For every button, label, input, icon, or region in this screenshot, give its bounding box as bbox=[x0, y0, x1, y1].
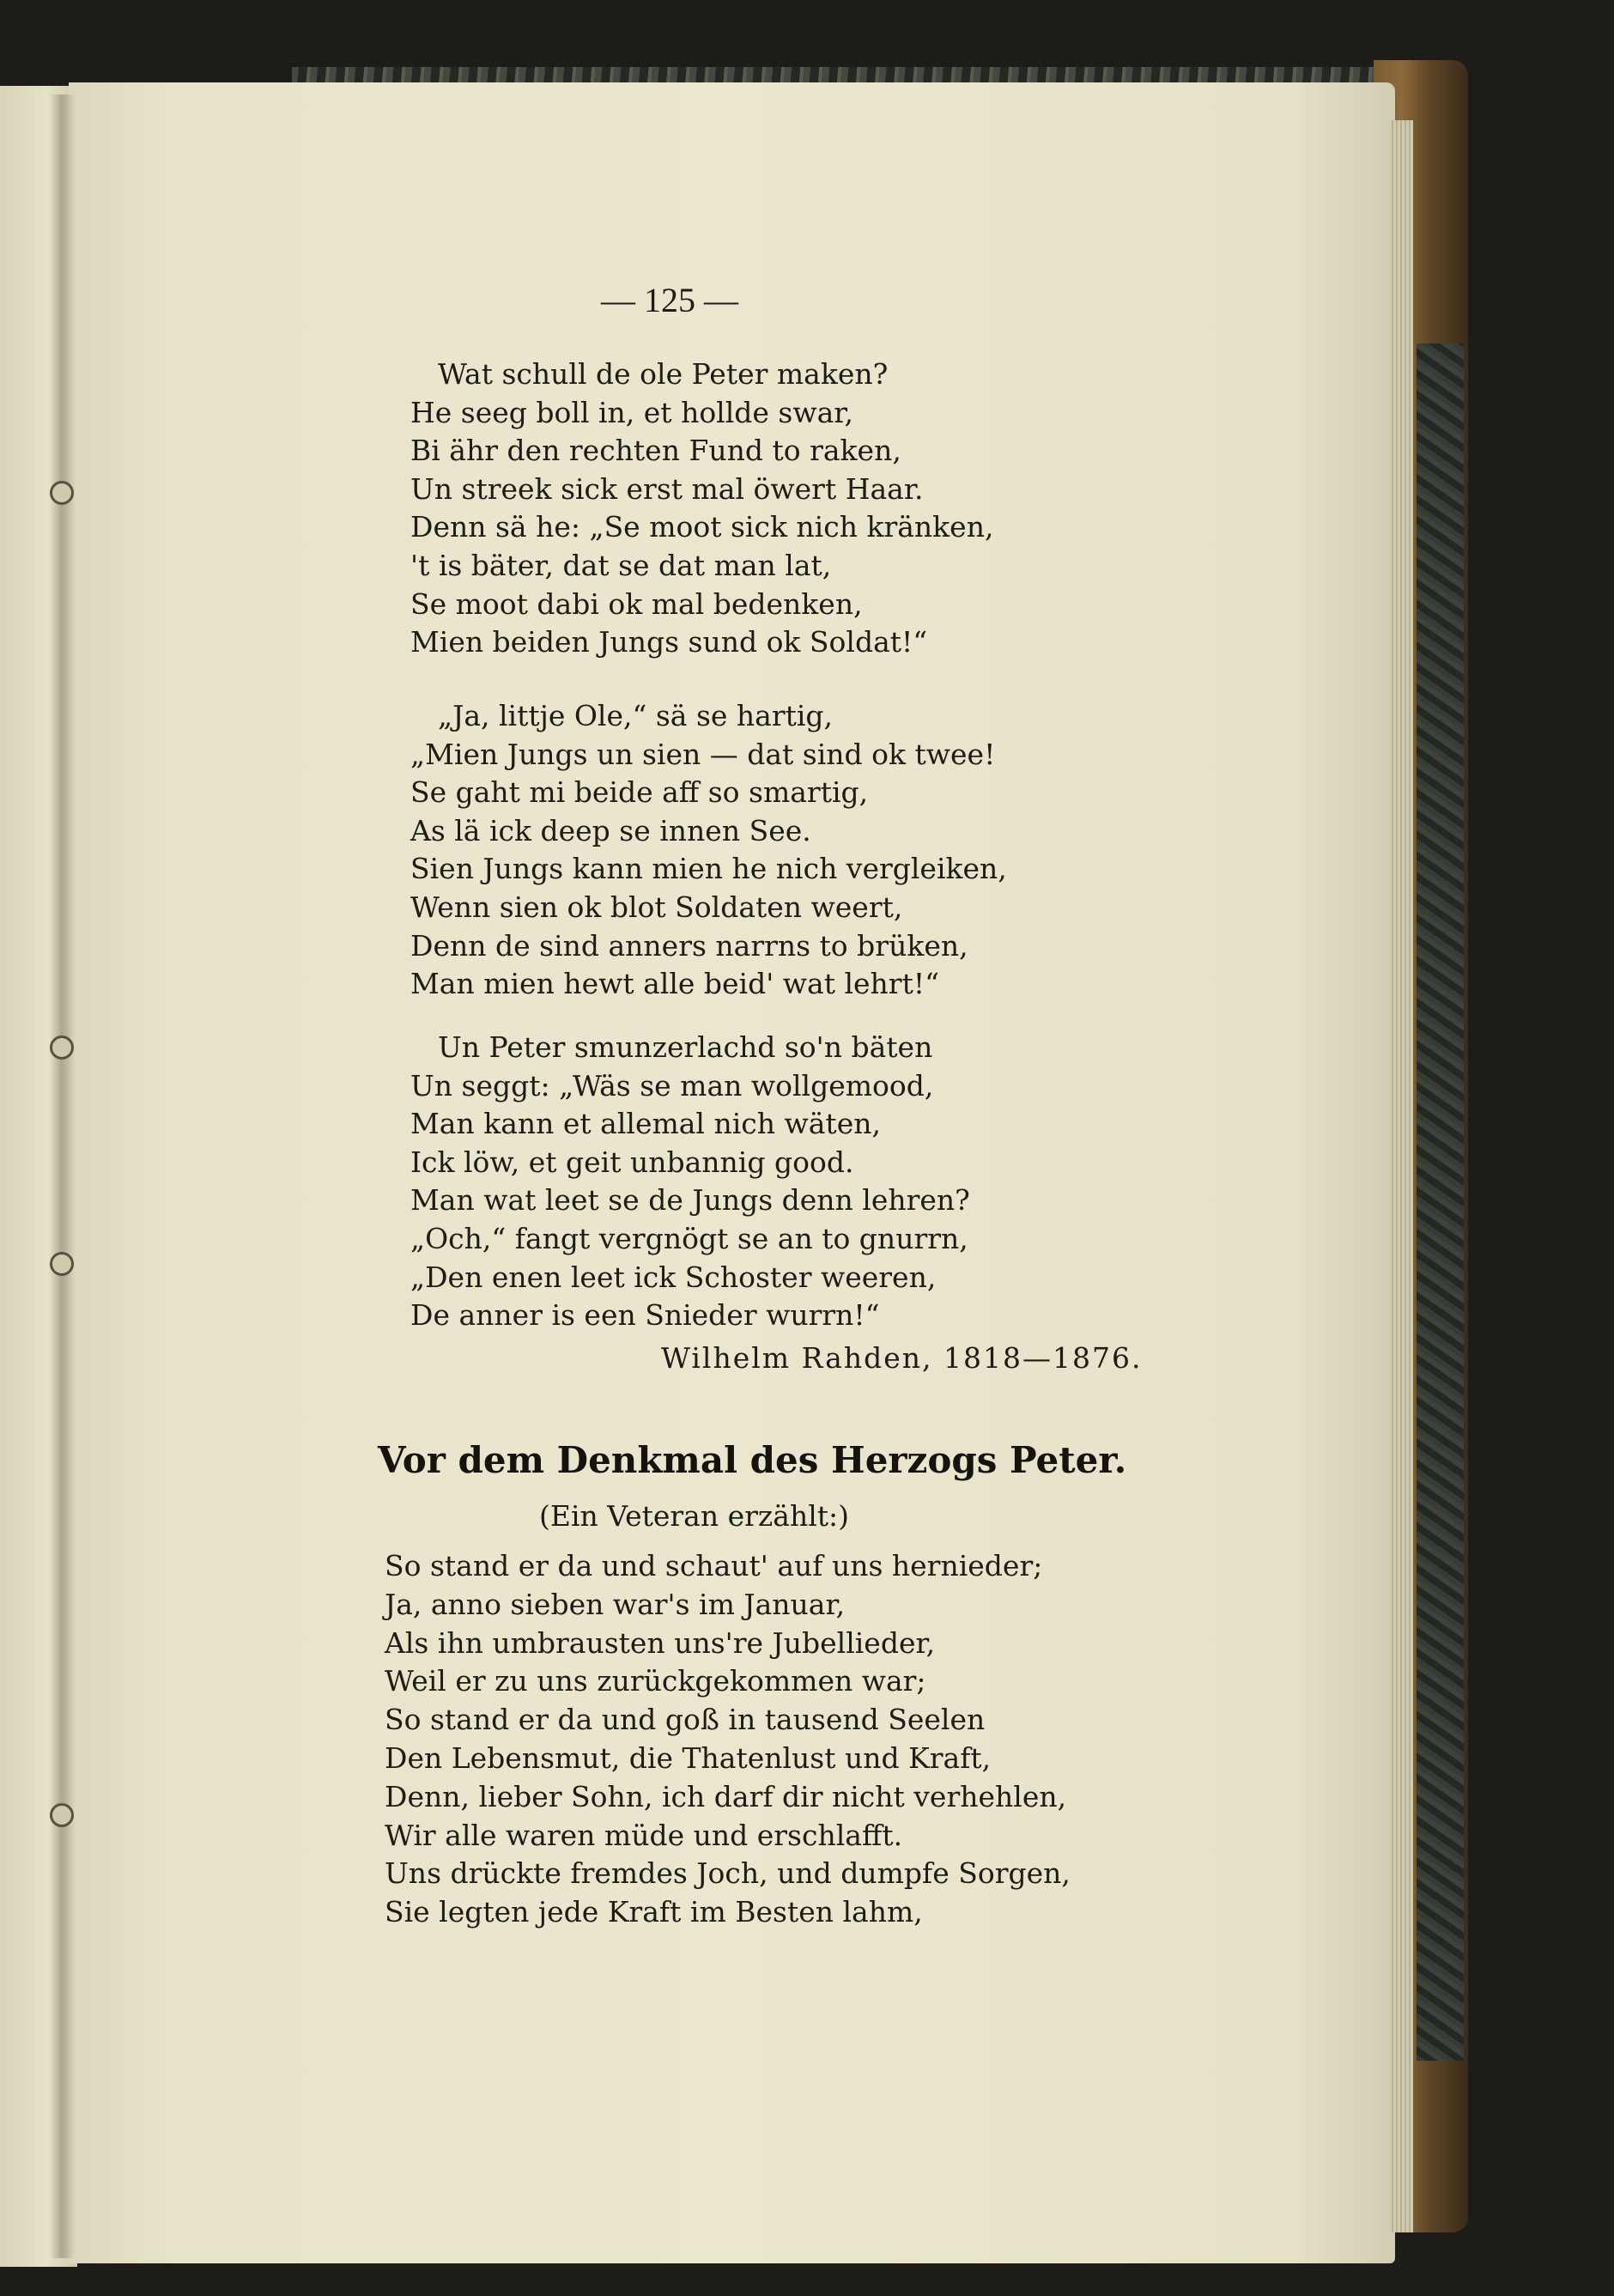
verse-line: Man wat leet se de Jungs denn lehren? bbox=[410, 1183, 970, 1218]
verse-line: „Den enen leet ick Schoster weeren, bbox=[410, 1260, 937, 1294]
verse-line: Mien beiden Jungs sund ok Soldat!“ bbox=[410, 625, 928, 659]
verse-line: De anner is een Snieder wurrn!“ bbox=[410, 1298, 880, 1333]
verse-line: Den Lebensmut, die Thatenlust und Kraft, bbox=[385, 1740, 992, 1775]
verse-line: Un Peter smunzerlachd so'n bäten bbox=[438, 1030, 933, 1064]
page-number: — 125 — bbox=[601, 281, 738, 319]
verse-line: Sien Jungs kann mien he nich vergleiken, bbox=[410, 852, 1007, 886]
verse-line: Bi ähr den rechten Fund to raken, bbox=[410, 434, 901, 468]
marbled-cover-edge bbox=[1417, 343, 1464, 2061]
verse-line: He seeg boll in, et hollde swar, bbox=[410, 395, 853, 429]
verse-line: „Och,“ fangt vergnögt se an to gnurrn, bbox=[410, 1221, 968, 1255]
verse-line: So stand er da und schaut' auf uns hernieder; bbox=[385, 1549, 1043, 1582]
verse-line: 't is bäter, dat se dat man lat, bbox=[410, 548, 832, 582]
binding-stitch-hole bbox=[50, 1252, 74, 1276]
verse-line: As lä ick deep se innen See. bbox=[410, 813, 811, 847]
book-gutter bbox=[50, 94, 76, 2258]
verse-line: Als ihn umbrausten uns're Jubellieder, bbox=[385, 1625, 936, 1660]
verse-line: Sie legten jede Kraft im Besten lahm, bbox=[385, 1895, 923, 1929]
binding-stitch-hole bbox=[50, 1036, 74, 1060]
verse-line: Wir alle waren müde und erschlafft. bbox=[385, 1818, 903, 1852]
verse-line: Se moot dabi ok mal bedenken, bbox=[410, 586, 863, 621]
poem-body bbox=[385, 1547, 1071, 1932]
poem-title: Vor dem Denkmal des Herzogs Peter. bbox=[378, 1439, 1127, 1481]
poem-stanza-2 bbox=[410, 697, 1007, 1004]
binding-stitch-hole bbox=[50, 481, 74, 505]
verse-line: Man mien hewt alle beid' wat lehrt!“ bbox=[410, 967, 939, 1001]
binding-stitch-hole bbox=[50, 1803, 74, 1827]
verse-line: Wat schull de ole Peter maken? bbox=[438, 357, 889, 391]
verse-line: Ja, anno sieben war's im Januar, bbox=[385, 1587, 846, 1621]
verse-line: Uns drückte fremdes Joch, und dumpfe Sorgen, bbox=[385, 1856, 1071, 1891]
verse-line: Denn sä he: „Se moot sick nich kränken, bbox=[410, 510, 994, 544]
verse-line: Weil er zu uns zurückgekommen war; bbox=[385, 1664, 926, 1698]
verse-line: Ick löw, et geit unbannig good. bbox=[410, 1145, 854, 1179]
verse-line: „Mien Jungs un sien — dat sind ok twee! bbox=[410, 737, 996, 771]
poem-stanza-1 bbox=[410, 355, 993, 662]
verse-line: Un seggt: „Wäs se man wollgemood, bbox=[410, 1068, 934, 1102]
verse-line: Denn, lieber Sohn, ich darf dir nicht verhehlen, bbox=[385, 1779, 1067, 1813]
verse-line: Man kann et allemal nich wäten, bbox=[410, 1107, 881, 1141]
verse-line: So stand er da und goß in tausend Seelen bbox=[385, 1703, 986, 1737]
verse-line: Se gaht mi beide aff so smartig, bbox=[410, 775, 869, 810]
poem-stanza-3 bbox=[410, 1029, 970, 1335]
poem-subtitle: (Ein Veteran erzählt:) bbox=[539, 1499, 850, 1533]
verse-line: Wenn sien ok blot Soldaten weert, bbox=[410, 890, 903, 924]
verse-line: „Ja, littje Ole,“ sä se hartig, bbox=[438, 699, 834, 732]
poem-author: Wilhelm Rahden, 1818—1876. bbox=[661, 1341, 1143, 1375]
verse-line: Un streek sick erst mal öwert Haar. bbox=[410, 471, 924, 506]
page-stack-edges bbox=[1389, 120, 1413, 2232]
verse-line: Denn de sind anners narrns to brüken, bbox=[410, 928, 968, 963]
